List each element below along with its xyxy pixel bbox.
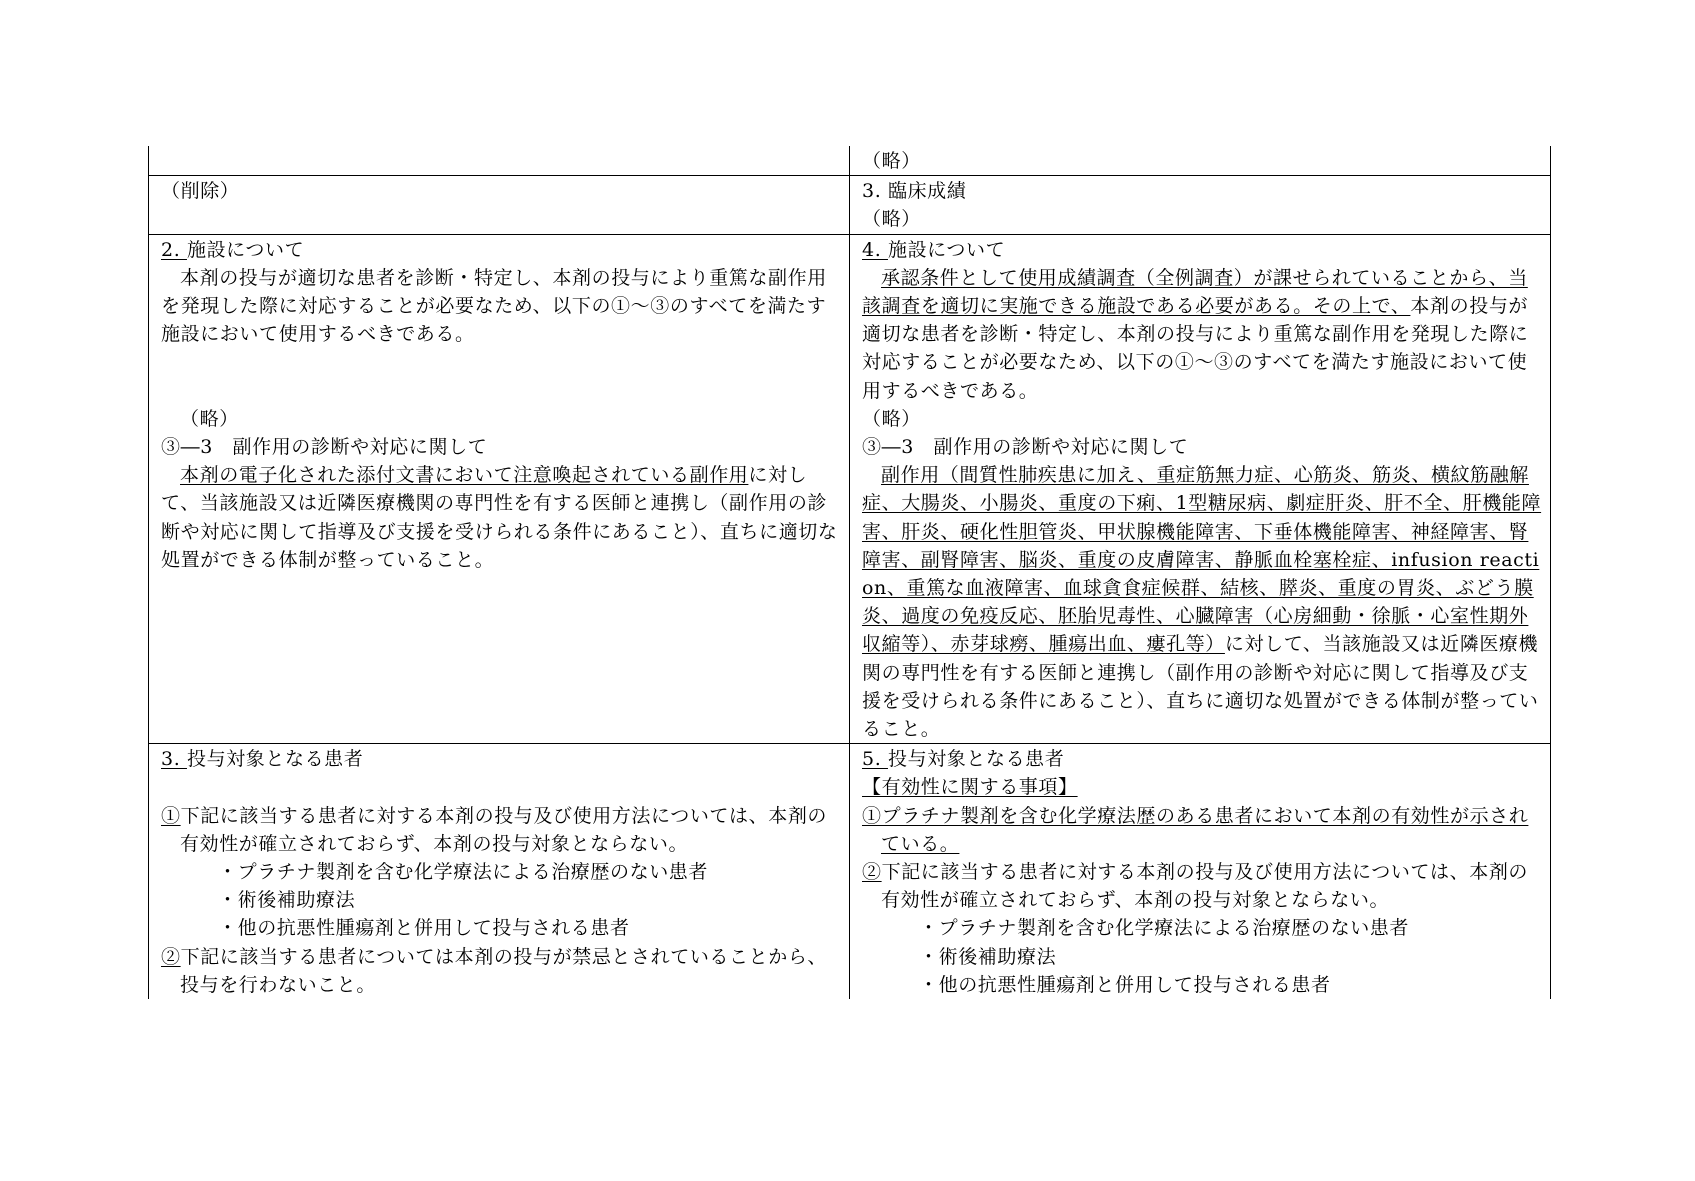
new-text-cell — [850, 234, 1551, 744]
text-line — [862, 433, 1542, 461]
text-line — [862, 773, 1542, 801]
text-line — [161, 433, 841, 461]
underlined-text: 5. — [862, 748, 888, 771]
underlined-prefix: ① — [161, 804, 181, 827]
text-line — [862, 971, 1542, 999]
table-row — [149, 176, 1551, 234]
plain-text: 下記に該当する患者については本剤の投与が禁忌とされていることから、投与を行わないこと。 — [180, 945, 828, 996]
underlined-text: 副作用（間質性肺疾患に加え、重症筋無力症、心筋炎、筋炎、横紋筋融解症、大腸炎、小腸炎、重度の下痢、1型糖尿病、劇症肝炎、肝不全、肝機能障害、肝炎、硬化性胆管炎、甲状腺機能障害、下垂体機能障害、神経障害、腎障害、副腎障害、脳炎、重度の皮膚障害、静脈血栓塞栓症、infusion reaction、重篤な血液障害、血球貪食症候群、結核、膵炎、重度の胃炎、ぶどう膜炎、過度の免疫反応、胚胎児毒性、心臓障害（心房細動・徐脈・心室性期外収縮等）、赤芽球癆、腫瘍出血、瘻孔等） — [862, 464, 1542, 656]
plain-text: ・術後補助療法 — [919, 945, 1057, 968]
underlined-text: 本剤の電子化された添付文書において注意喚起されている副作用 — [180, 464, 749, 487]
text-line — [161, 745, 841, 773]
underlined-prefix: 4. — [862, 238, 888, 261]
text-line — [862, 205, 1542, 233]
old-text-cell — [149, 744, 850, 999]
plain-text: （略） — [862, 208, 921, 231]
plain-text: 3. 臨床成績 — [862, 180, 967, 203]
table-row — [149, 146, 1551, 176]
text-line — [862, 745, 1542, 773]
text-line — [161, 914, 841, 942]
plain-text: ・術後補助療法 — [218, 889, 356, 912]
text-line — [161, 377, 841, 405]
text-line — [862, 264, 1542, 405]
text-line — [161, 405, 841, 433]
plain-text: （略） — [862, 407, 921, 430]
text-line — [161, 348, 841, 376]
plain-text: ・他の抗悪性腫瘍剤と併用して投与される患者 — [218, 917, 630, 940]
plain-text: に対して、当該施設又は近隣医療機関の専門性を有する医師と連携し（副作用の診断や対応に関して指導及び支援を受けられる条件にあること）、直ちに適切な処置ができる体制が整っていること。 — [862, 633, 1539, 741]
plain-text: （略） — [862, 150, 921, 172]
underlined-prefix: 3. — [161, 748, 187, 771]
plain-text: 投与対象となる患者 — [887, 748, 1065, 771]
text-line — [161, 943, 841, 999]
text-line — [161, 264, 841, 349]
new-text-cell — [850, 744, 1551, 999]
plain-text: ③―3 副作用の診断や対応に関して — [161, 436, 488, 458]
text-line — [161, 773, 841, 801]
text-line — [161, 461, 841, 574]
text-line — [862, 147, 1542, 175]
text-line — [862, 943, 1542, 971]
plain-text: ・プラチナ製剤を含む化学療法による治療歴のない患者 — [919, 917, 1410, 940]
new-text-cell — [850, 176, 1551, 234]
comparison-document — [148, 146, 1550, 999]
table-row — [149, 744, 1551, 999]
text-line — [161, 177, 841, 205]
plain-text: 施設について — [887, 238, 1006, 261]
underlined-prefix: ② — [862, 861, 882, 884]
underlined-prefix: ② — [161, 945, 181, 968]
plain-text: ③―3 副作用の診断や対応に関して — [862, 436, 1189, 459]
plain-text: ・他の抗悪性腫瘍剤と併用して投与される患者 — [919, 973, 1331, 996]
plain-text: 本剤の投与が適切な患者を診断・特定し、本剤の投与により重篤な副作用を発現した際に対応することが必要なため、以下の①～③のすべてを満たす施設において使用するべきである。 — [161, 266, 827, 346]
underlined-text: 承認条件として使用成績調査（全例調査）が課せられていることから、当該調査を適切に実施できる施設である必要がある。その上で、 — [862, 266, 1528, 318]
underlined-text: ①プラチナ製剤を含む化学療法歴のある患者において本剤の有効性が示されている。 — [862, 804, 1529, 855]
old-text-cell — [149, 176, 850, 234]
old-text-cell — [149, 146, 850, 176]
new-text-cell — [850, 146, 1551, 176]
plain-text: （略） — [180, 407, 239, 430]
table-row — [149, 234, 1551, 744]
text-line — [161, 802, 841, 858]
old-text-cell — [149, 234, 850, 744]
underlined-prefix: 2. — [161, 238, 187, 261]
plain-text: （削除） — [161, 180, 240, 203]
text-line — [862, 914, 1542, 942]
plain-text: 投与対象となる患者 — [186, 748, 364, 771]
plain-text: ・プラチナ製剤を含む化学療法による治療歴のない患者 — [218, 861, 709, 884]
text-line — [862, 177, 1542, 205]
plain-text: に対して、当該施設又は近隣医療機関の専門性を有する医師と連携し（副作用の診断や対応に関して指導及び支援を受けられる条件にあること）、直ちに適切な処置ができる体制が整っていること。 — [161, 464, 838, 571]
text-line — [862, 236, 1542, 264]
text-line — [862, 461, 1542, 743]
underlined-text: 【有効性に関する事項】 — [862, 776, 1078, 799]
comparison-table-body — [149, 146, 1551, 999]
text-line — [161, 858, 841, 886]
comparison-table — [148, 146, 1551, 999]
plain-text: 本剤の投与が適切な患者を診断・特定し、本剤の投与により重篤な副作用を発現した際に対応することが必要なため、以下の①～③のすべてを満たす施設において使用するべきである。 — [862, 295, 1529, 402]
text-line — [161, 236, 841, 264]
text-line — [862, 858, 1542, 914]
text-line — [862, 802, 1542, 858]
text-line — [862, 405, 1542, 433]
text-line — [161, 886, 841, 914]
plain-text: 下記に該当する患者に対する本剤の投与及び使用方法については、本剤の有効性が確立されておらず、本剤の投与対象とならない。 — [881, 861, 1529, 912]
plain-text: 施設について — [186, 238, 305, 261]
plain-text: 下記に該当する患者に対する本剤の投与及び使用方法については、本剤の有効性が確立されておらず、本剤の投与対象とならない。 — [180, 804, 828, 855]
